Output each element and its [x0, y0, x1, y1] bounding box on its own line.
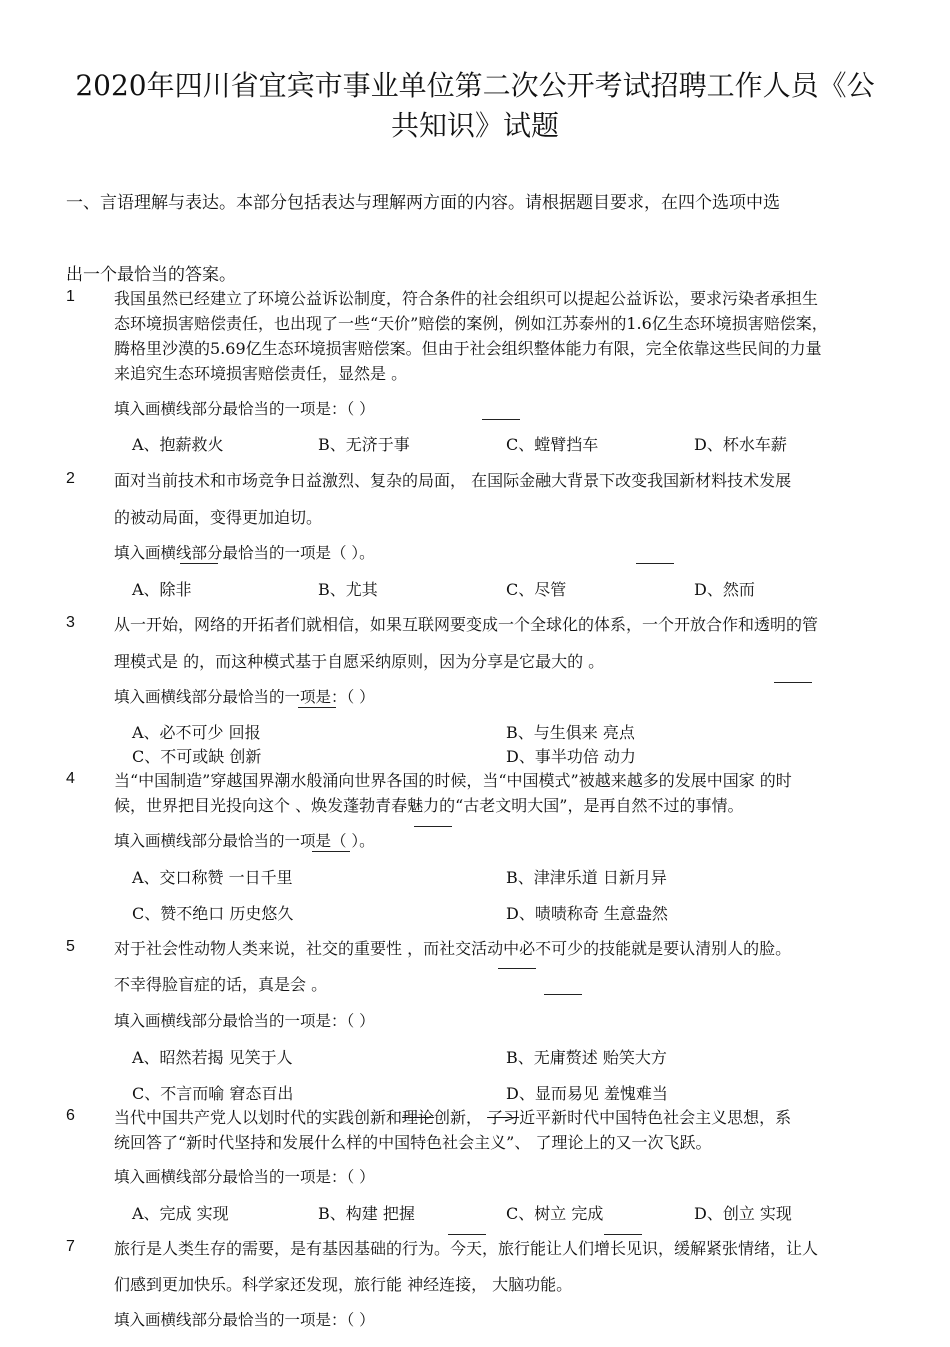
page-title	[40, 66, 910, 146]
option-d[interactable]: D、显而易见 羞愧难当	[506, 1084, 668, 1103]
question-text-line: 我国虽然已经建立了环境公益诉讼制度，符合条件的社会组织可以提起公益诉讼，要求污染者承担生	[114, 289, 819, 308]
text-segment: 当代中国共产党人以划时代的实践创新和	[114, 1108, 403, 1127]
question-text-line: 的被动局面，变得更加迫切。	[114, 508, 323, 527]
option-a[interactable]: A、交口称赞 一日千里	[132, 868, 293, 887]
blank-underline	[482, 419, 520, 420]
question-text-line: 不幸得脸盲症的话，真是会 。	[114, 975, 328, 994]
option-d[interactable]: D、然而	[694, 580, 755, 599]
question-text-line: 态环境损害赔偿责任，也出现了一些“天价”赔偿的案例，例如江苏泰州的1.6亿生态环境损害赔偿案，	[114, 314, 828, 333]
question-text-line: 对于社会性动物人类来说，社交的重要性 ，而社交活动中必不可少的技能就是要认清别人的脸。	[114, 939, 792, 958]
question-text-line: 旅行是人类生存的需要，是有基因基础的行为。今天，旅行能让人们增长见识，缓解紧张情绪，让人	[114, 1239, 819, 1258]
answer-prompt: 填入画横线部分最恰当的一项是：（ ）	[114, 688, 375, 706]
text-segment: 近平新时代中国特色社会主义思想，系	[519, 1108, 792, 1127]
option-a[interactable]: A、完成 实现	[132, 1204, 229, 1223]
option-b[interactable]: B、无庸赘述 贻笑大方	[506, 1048, 667, 1067]
option-c[interactable]: C、不可或缺 创新	[132, 747, 262, 766]
question-text-line: 统回答了“新时代坚持和发展什么样的中国特色社会主义”、 了理论上的又一次飞跃。	[114, 1133, 712, 1152]
answer-prompt: 填入画横线部分最恰当的一项是（ ）。	[114, 544, 375, 562]
blank-underline	[774, 682, 812, 683]
blank-underline	[498, 968, 536, 969]
question-text-line: 来追究生态环境损害赔偿责任，显然是 。	[114, 364, 408, 383]
option-d[interactable]: D、创立 实现	[694, 1204, 792, 1223]
option-b[interactable]: B、与生俱来 亮点	[506, 723, 635, 742]
option-b[interactable]: B、构建 把握	[318, 1204, 415, 1223]
struck-text: 了习	[487, 1108, 520, 1127]
option-a[interactable]: A、抱薪救火	[132, 435, 224, 454]
question-number: 4	[66, 770, 75, 787]
option-a[interactable]: A、必不可少 回报	[132, 723, 261, 742]
question-text-line: 腾格里沙漠的5.69亿生态环境损害赔偿案。但由于社会组织整体能力有限，完全依靠这些民间的力量	[114, 339, 822, 358]
question-number: 5	[66, 938, 75, 955]
option-a[interactable]: A、除非	[132, 580, 192, 599]
title-line-1: 2020年四川省宜宾市事业单位第二次公开考试招聘工作人员《公	[75, 69, 875, 102]
option-c[interactable]: C、尽管	[506, 580, 567, 599]
question-number: 1	[66, 288, 75, 305]
title-line-2: 共知识》试题	[390, 109, 559, 142]
question-text-line: 候，世界把目光投向这个 、焕发蓬勃青春魅力的“古老文明大国”，是再自然不过的事情。	[114, 796, 744, 815]
blank-underline	[180, 563, 218, 564]
option-a[interactable]: A、昭然若揭 见笑于人	[132, 1048, 293, 1067]
question-number: 7	[66, 1238, 75, 1255]
option-d[interactable]: D、杯水车薪	[694, 435, 787, 454]
option-c[interactable]: C、不言而喻 窘态百出	[132, 1084, 294, 1103]
text-segment: 创新，	[434, 1108, 488, 1127]
option-d[interactable]: D、啧啧称奇 生意盎然	[506, 904, 668, 923]
question-text-line: 们感到更加快乐。科学家还发现，旅行能 神经连接， 大脑功能。	[114, 1275, 573, 1294]
question-number: 6	[66, 1107, 75, 1124]
struck-text: 理论	[402, 1108, 435, 1127]
blank-underline	[636, 563, 674, 564]
question-number: 2	[66, 470, 75, 487]
blank-underline	[298, 707, 336, 708]
answer-prompt: 填入画横线部分最恰当的一项是：（ ）	[114, 1311, 375, 1329]
option-c[interactable]: C、螳臂挡车	[506, 435, 599, 454]
section-intro-line-1: 一、言语理解与表达。本部分包括表达与理解两方面的内容。请根据题目要求，在四个选项中选	[66, 193, 780, 213]
question-text-line: 面对当前技术和市场竞争日益激烈、复杂的局面， 在国际金融大背景下改变我国新材料技术发展	[114, 471, 792, 490]
blank-underline	[544, 994, 582, 995]
option-d[interactable]: D、事半功倍 动力	[506, 747, 636, 766]
option-b[interactable]: B、无济于事	[318, 435, 410, 454]
section-intro-line-2: 出一个最恰当的答案。	[66, 265, 236, 285]
answer-prompt: 填入画横线部分最恰当的一项是：（ ）	[114, 1168, 375, 1186]
answer-prompt: 填入画横线部分最恰当的一项是（ ）。	[114, 832, 375, 850]
question-number: 3	[66, 614, 75, 631]
option-b[interactable]: B、尤其	[318, 580, 378, 599]
question-text-line: 从一开始，网络的开拓者们就相信，如果互联网要变成一个全球化的体系，一个开放合作和透明的管	[114, 615, 819, 634]
question-text-line	[114, 1105, 791, 1128]
option-b[interactable]: B、津津乐道 日新月异	[506, 868, 667, 887]
option-c[interactable]: C、树立 完成	[506, 1204, 604, 1223]
option-c[interactable]: C、赞不绝口 历史悠久	[132, 904, 294, 923]
blank-underline	[604, 1234, 642, 1235]
answer-prompt: 填入画横线部分最恰当的一项是：（ ）	[114, 400, 375, 418]
answer-prompt: 填入画横线部分最恰当的一项是：（ ）	[114, 1012, 375, 1030]
blank-underline	[414, 826, 452, 827]
question-text-line: 理模式是 的，而这种模式基于自愿采纳原则，因为分享是它最大的 。	[114, 652, 605, 671]
question-text-line: 当“中国制造”穿越国界潮水般涌向世界各国的时候，当“中国模式”被越来越多的发展中国家 的时	[114, 771, 792, 790]
blank-underline	[448, 1234, 486, 1235]
blank-underline	[312, 851, 350, 852]
